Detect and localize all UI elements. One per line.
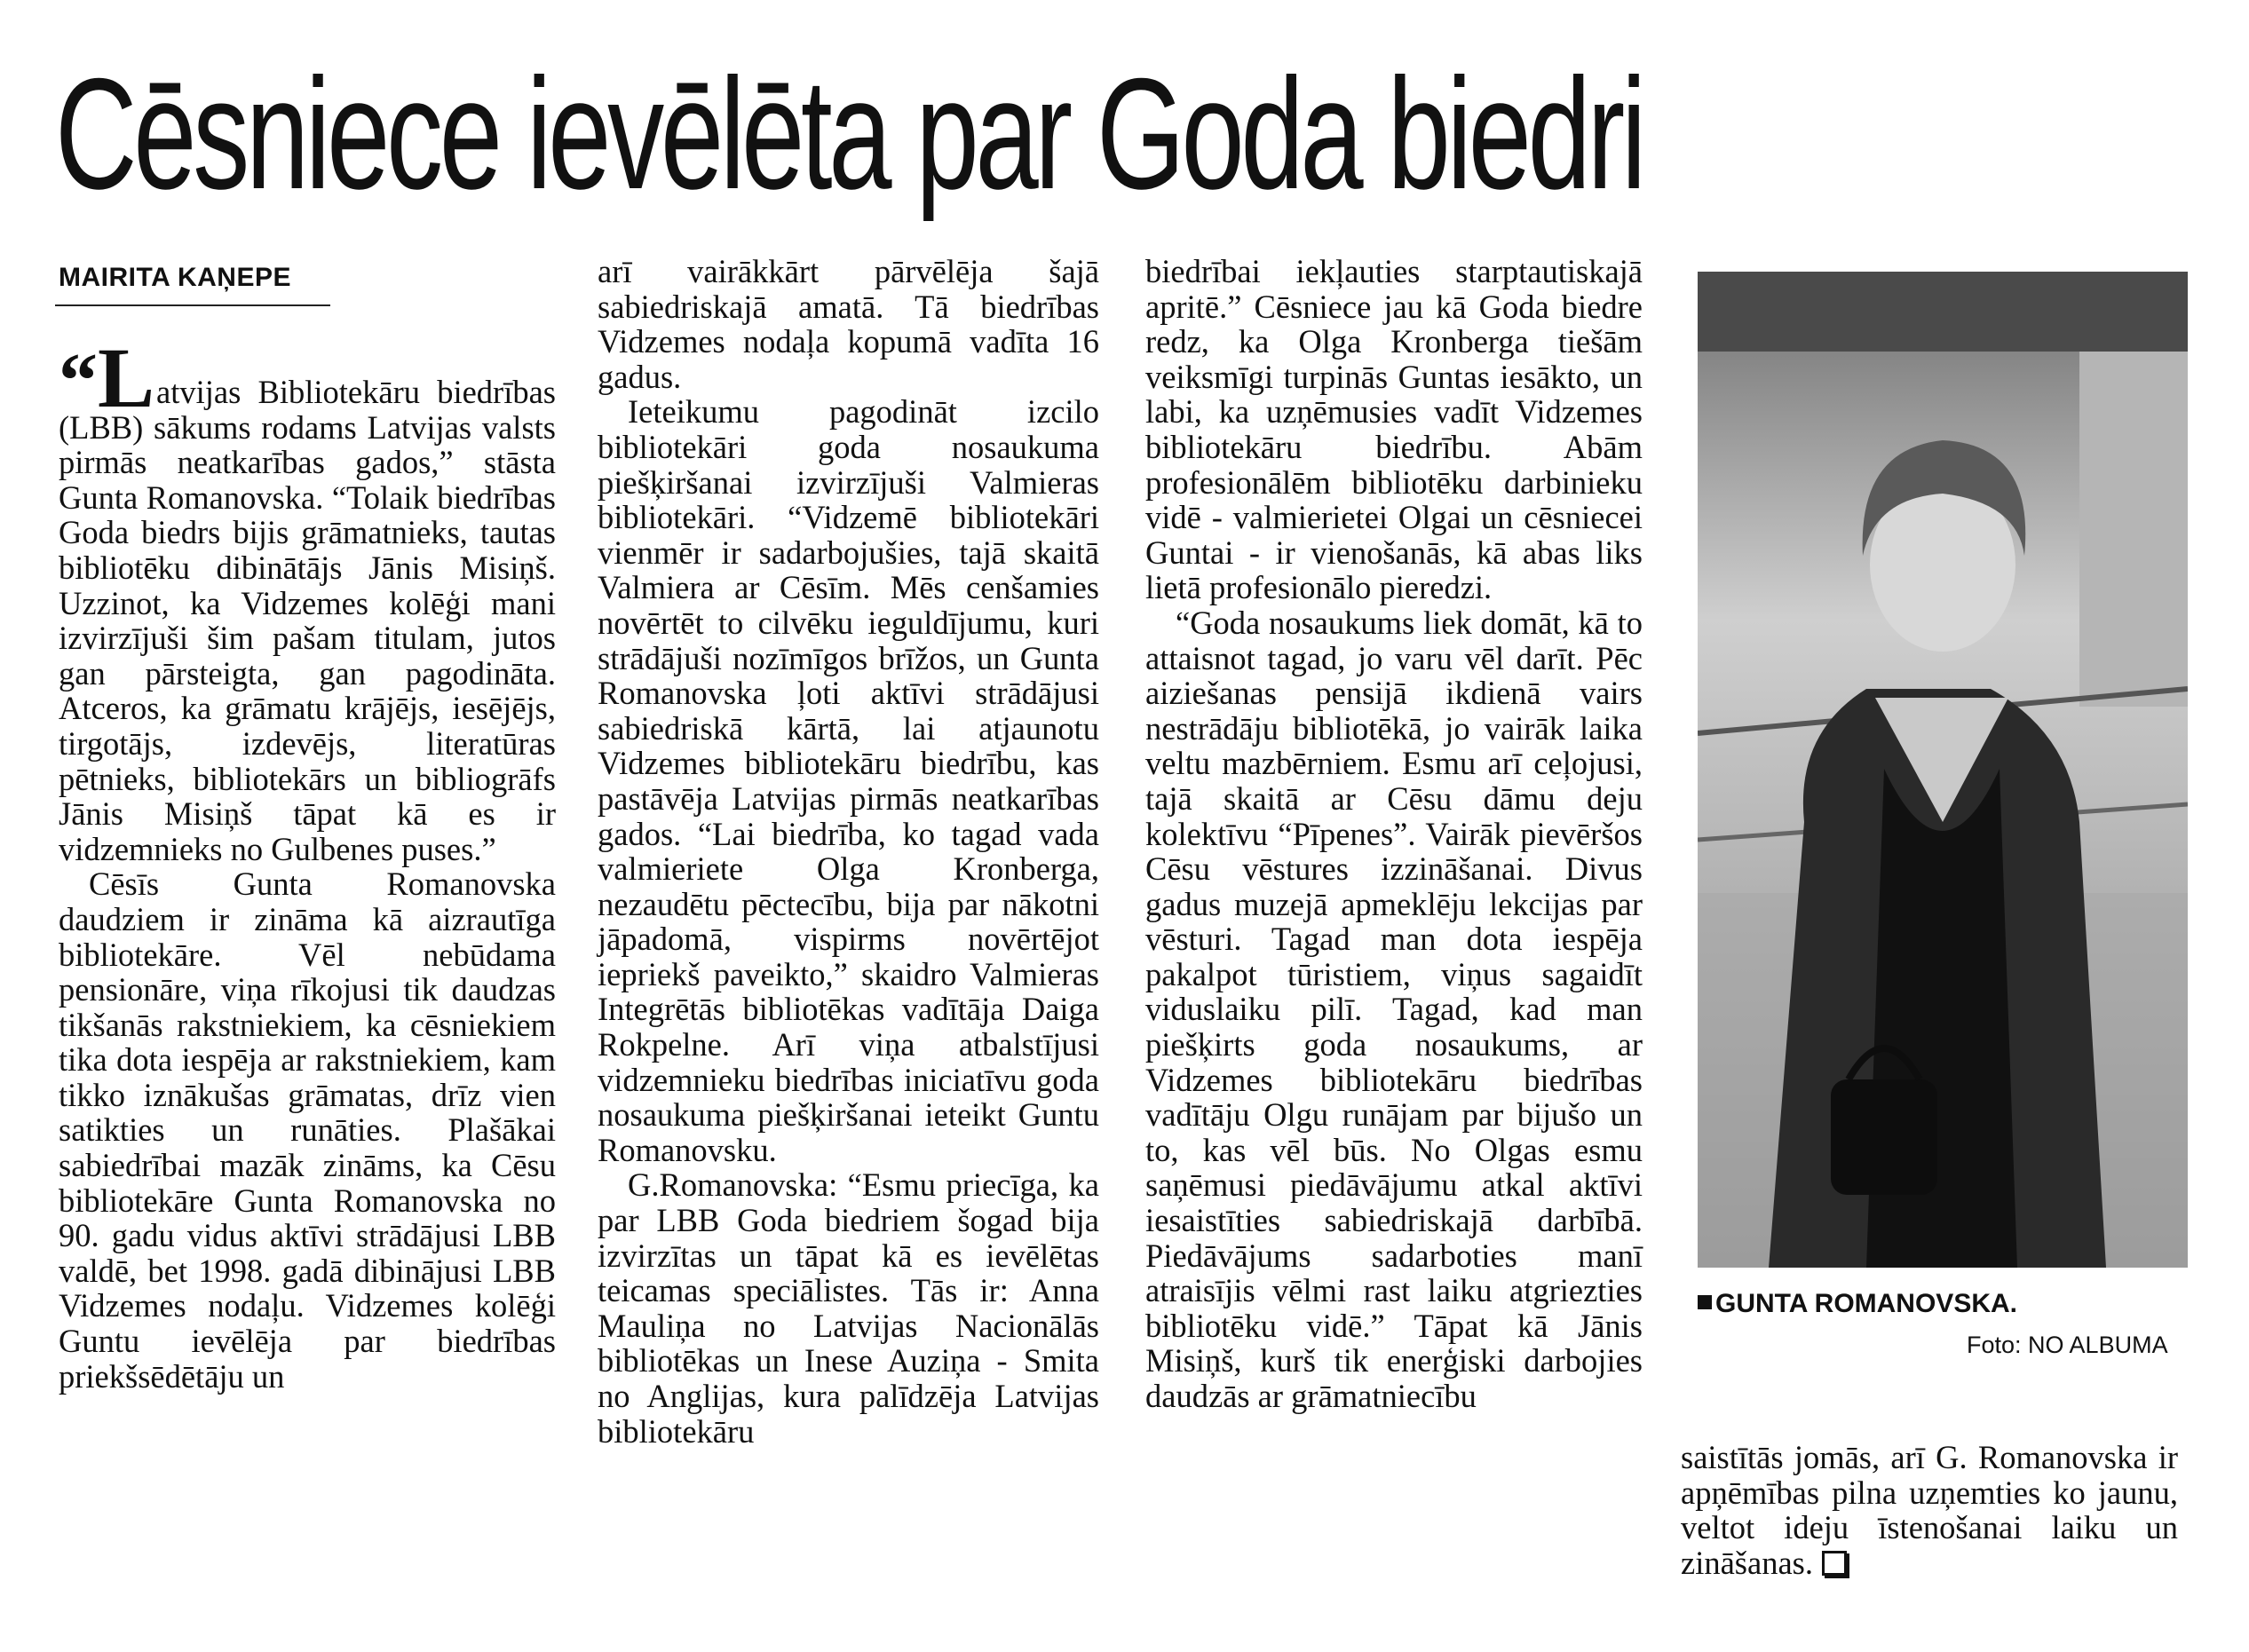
portrait-photo: [1698, 272, 2188, 1268]
photo-caption-text: GUNTA ROMANOVSKA.: [1715, 1289, 2017, 1318]
closing-paragraph: [1681, 1440, 2178, 1580]
paragraph: G.Romanovska: “Esmu priecīga, ka par LBB Goda biedriem šogad bija izvirzītas un tāpat kā es ievēlētas teicamas speciālistes. Tās ir: Anna Mauliņa no Latvijas Nacionālās bibliotēkas un Inese Auziņa - Smita no Anglijas, kura palīdzēja Latvijas bibliotekāru: [598, 1166, 1099, 1450]
paragraph: Cēsīs Gunta Romanovska daudziem ir zināma kā aizrautīga bibliotekāre. Vēl nebūdama pensionāre, viņa rīkojusi tik daudzas tikšanās rakstniekiem, ka cēsniekiem tika dota iespēja ar rakstniekiem, kam tikko iznākušas grāmatas, drīz vien satikties un runāties. Plašākai sabiedrībai mazāk zināms, ka Cēsu bibliotekāre Gunta Romanovska no 90. gadu vidus aktīvi strādājusi LBB valdē, bet 1998. gadā dibinājusi LBB Vidzemes nodaļu. Vidzemes kolēģi Guntu ievēlēja par biedrības priekšsēdētāju un: [59, 866, 556, 1395]
caption-bullet-icon: [1698, 1295, 1712, 1309]
headline: Cēsniece ievēlēta par Goda biedri: [55, 45, 1643, 222]
paragraph: “Goda nosaukums liek domāt, kā to attaisnot tagad, jo varu vēl darīt. Pēc aiziešanas pensijā ikdienā vairs nestrādāju bibliotēkā, jo vairāk laika veltu mazbērniem. Esmu arī ceļojusi, tajā skaitā ar Cēsu dāmu deju kolektīvu “Pīpenes”. Vairāk pievēršos Cēsu vēstures izzināšanai. Divus gadus muzejā apmeklēju lekcijas par vēsturi. Tagad man dota iespēja pakalpot tūristiem, viņus sagaidīt viduslaiku pilī. Tagad, kad man piešķirts goda nosaukums, ar Vidzemes bibliotekāru biedrības vadītāju Olgu runājam par bijušo un to, kas vēl būs. No Olgas esmu saņēmusi piedāvājumu atkal aktīvi iesaistīties sabiedriskajā darbībā. Piedāvājums sadarboties manī atraisījis vēlmi rast laiku atgriezties bibliotēku vidē.” Tāpat kā Jānis Misiņš, kurš tik enerģiski darbojies daudzās ar grāmatniecību: [1145, 604, 1643, 1414]
paragraph-text: saistītās jomās, arī G. Romanovska ir apņēmības pilna uzņemties ko jaunu, veltot ideju īstenošanai laiku un zināšanas.: [1681, 1439, 2178, 1581]
paragraph: arī vairākkārt pārvēlēja šajā sabiedriskajā amatā. Tā biedrības Vidzemes nodaļa kopumā vadīta 16 gadus.: [598, 253, 1099, 395]
paragraph: Ieteikumu pagodināt izcilo bibliotekāri goda nosaukuma piešķiršanai izvirzījuši Valmieras bibliotekāri. “Vidzemē bibliotekāri vienmēr ir sadarbojušies, tajā skaitā Valmiera ar Cēsīm. Mēs cenšamies novērtēt to cilvēku ieguldījumu, kuri strādājuši nozīmīgos brīžos, un Gunta Romanovska ļoti aktīvi strādājusi sabiedriskā kārtā, lai atjaunotu Vidzemes bibliotekāru biedrību, kas pastāvēja Latvijas pirmās neatkarības gados. “Lai biedrība, ko tagad vada valmieriete Olga Kronberga, nezaudētu pēctecību, bija par nākotni jāpadomā, vispirms novērtējot iepriekš paveikto,” skaidro Valmieras Integrētās bibliotēkas vadītāja Daiga Rokpelne. Arī viņa atbalstījusi vidzemnieku biedrības iniciatīvu goda nosaukuma piešķiršanai ieteikt Guntu Romanovsku.: [598, 393, 1099, 1168]
paragraph: biedrībai iekļauties starptautiskajā apritē.” Cēsniece jau kā Goda biedre redz, ka Olga Kronberga tiešām veiksmīgi turpinās Guntas iesākto, un labi, ka uzņēmusies vadīt Vidzemes bibliotekāru biedrību. Abām profesionālēm bibliotēku darbinieku vidē - valmierietei Olgai un cēsniecei Guntai - ir vienošanās, kā abas liks lietā profesionālo pieredzi.: [1145, 253, 1643, 606]
photo-caption: [1698, 1289, 2017, 1319]
end-mark-icon: [1822, 1551, 1847, 1576]
byline-divider: [55, 304, 330, 306]
open-quote: “: [59, 338, 98, 424]
drop-cap: L: [98, 330, 155, 425]
paragraph-text: atvijas Bibliotekāru biedrības (LBB) sākums rodams Latvijas valsts pirmās neatkarības gados,” stāsta Gunta Romanovska. “Tolaik biedrības Goda biedrs bijis grāmatnieks, tautas bibliotēku dibinātājs Jānis Misiņš. Uzzinot, ka Vidzemes kolēģi mani izvirzījuši šim pašam titulam, jutos gan pārsteigta, gan pagodināta. Atceros, ka grāmatu krājējs, iesējējs, tirgotājs, izdevējs, literatūras pētnieks, bibliotekārs un bibliogrāfs Jānis Misiņš tāpat kā es ir vidzemnieks no Gulbenes puses.”: [59, 374, 556, 867]
portrait-photo-image: [1698, 272, 2188, 1268]
lead-paragraph: [59, 330, 556, 867]
article-column-2: [598, 254, 1099, 1449]
article-column-3: [1145, 254, 1643, 1414]
article-column-4: [1681, 1440, 2178, 1580]
photo-credit: Foto: NO ALBUMA: [1967, 1332, 2168, 1358]
byline: MAIRITA KAŅEPE: [59, 263, 291, 292]
article-column-1: [59, 330, 556, 1395]
